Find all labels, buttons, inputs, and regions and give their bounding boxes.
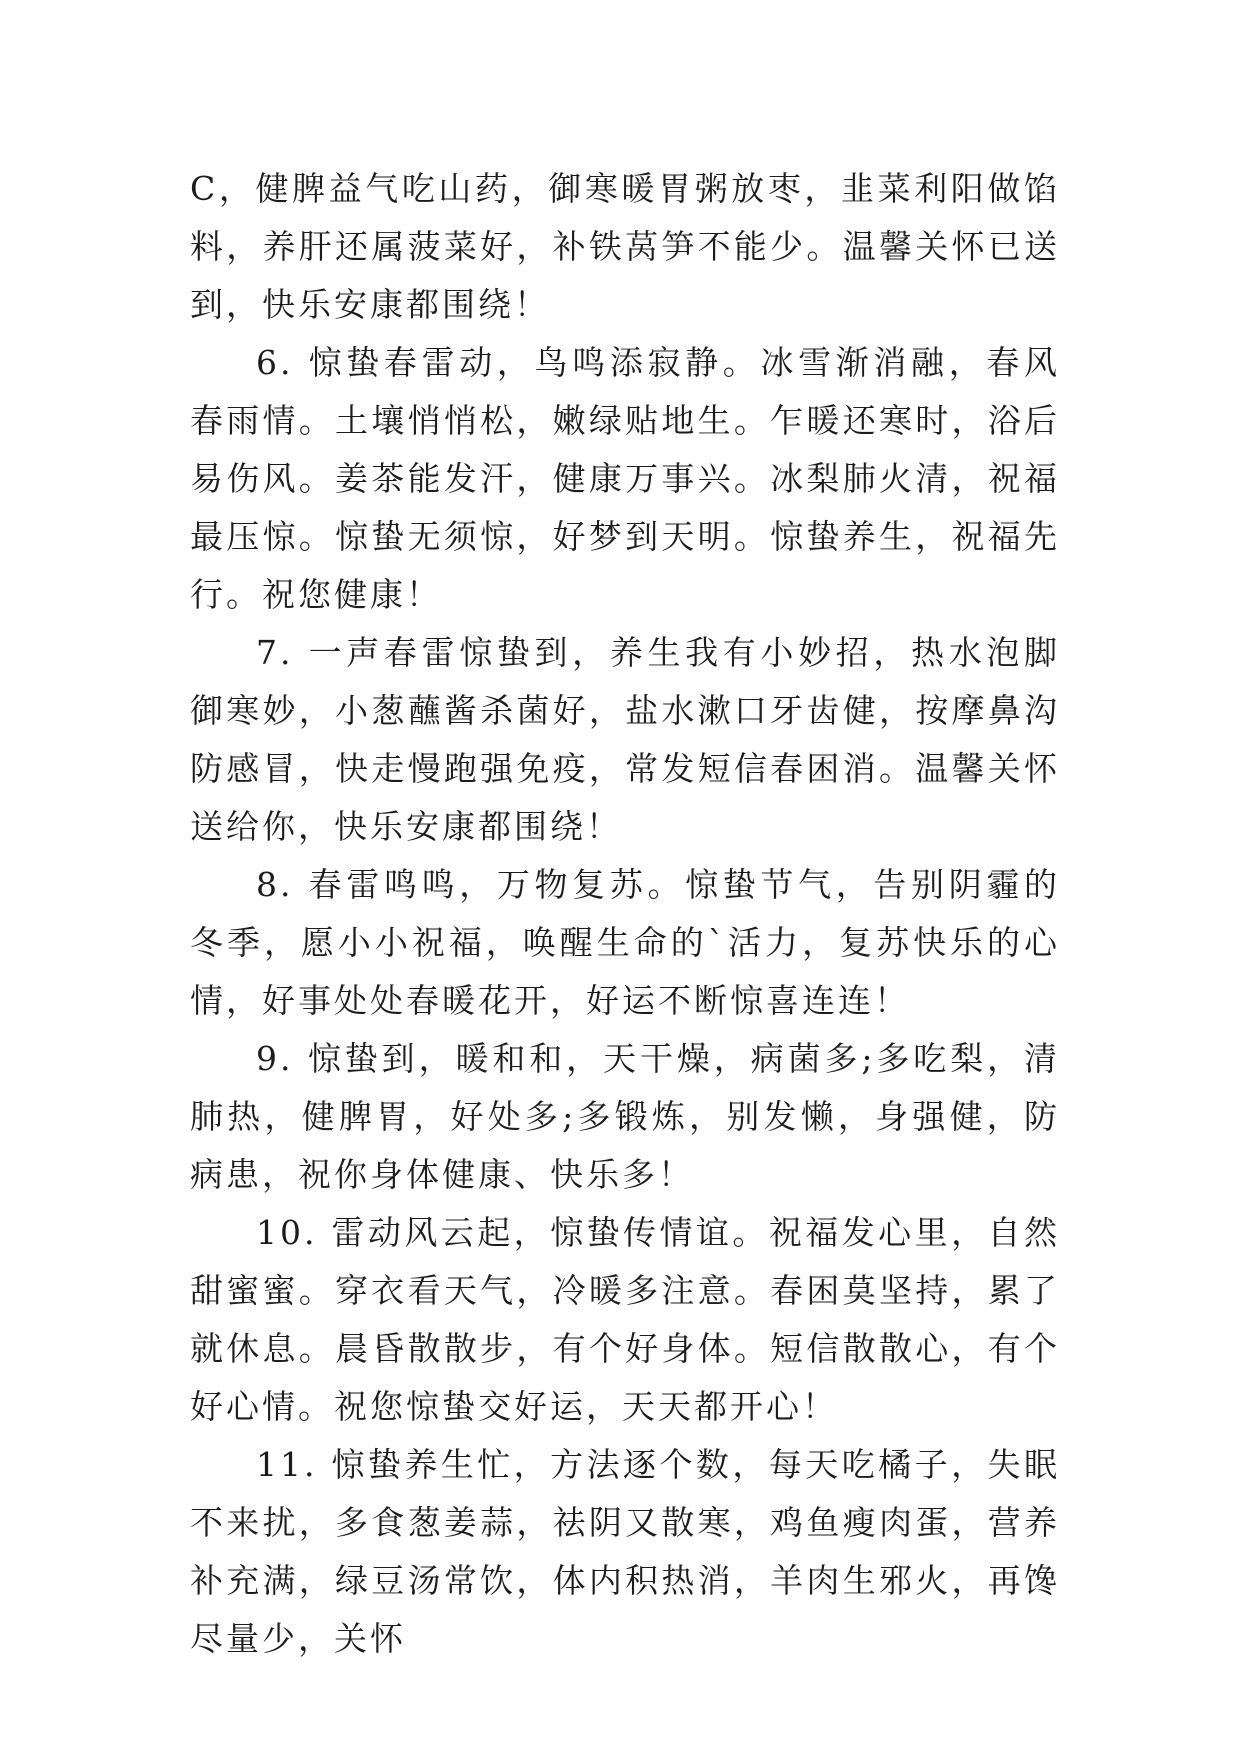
paragraph-continued: C，健脾益气吃山药，御寒暖胃粥放枣，韭菜利阳做馅料，养肝还属菠菜好，补铁莴笋不能少。温馨关怀已送到，快乐安康都围绕！ [190, 169, 1060, 324]
paragraph-item-8: 8. 春雷鸣鸣，万物复苏。惊蛰节气，告别阴霾的冬季，愿小小祝福，唤醒生命的`活力，复苏快乐的心情，好事处处春暖花开，好运不断惊喜连连！ [190, 865, 1060, 1020]
document-body [190, 160, 1060, 1668]
paragraph-item-10: 10. 雷动风云起，惊蛰传情谊。祝福发心里，自然甜蜜蜜。穿衣看天气，冷暖多注意。春困莫坚持，累了就休息。晨昏散散步，有个好身体。短信散散心，有个好心情。祝您惊蛰交好运，天天都开心！ [190, 1213, 1060, 1426]
paragraph-item-11: 11. 惊蛰养生忙，方法逐个数，每天吃橘子，失眠不来扰，多食葱姜蒜，祛阴又散寒，鸡鱼瘦肉蛋，营养补充满，绿豆汤常饮，体内积热消，羊肉生邪火，再馋尽量少，关怀 [190, 1445, 1060, 1658]
paragraph-item-6: 6. 惊蛰春雷动，鸟鸣添寂静。冰雪渐消融，春风春雨情。土壤悄悄松，嫩绿贴地生。乍暖还寒时，浴后易伤风。姜茶能发汗，健康万事兴。冰梨肺火清，祝福最压惊。惊蛰无须惊，好梦到天明。惊蛰养生，祝福先行。祝您健康！ [190, 343, 1060, 614]
paragraph-item-9: 9. 惊蛰到，暖和和，天干燥，病菌多;多吃梨，清肺热，健脾胃，好处多;多锻炼，别发懒，身强健，防病患，祝你身体健康、快乐多！ [190, 1039, 1060, 1194]
paragraph-item-7: 7. 一声春雷惊蛰到，养生我有小妙招，热水泡脚御寒妙，小葱蘸酱杀菌好，盐水漱口牙齿健，按摩鼻沟防感冒，快走慢跑强免疫，常发短信春困消。温馨关怀送给你，快乐安康都围绕！ [190, 633, 1060, 846]
